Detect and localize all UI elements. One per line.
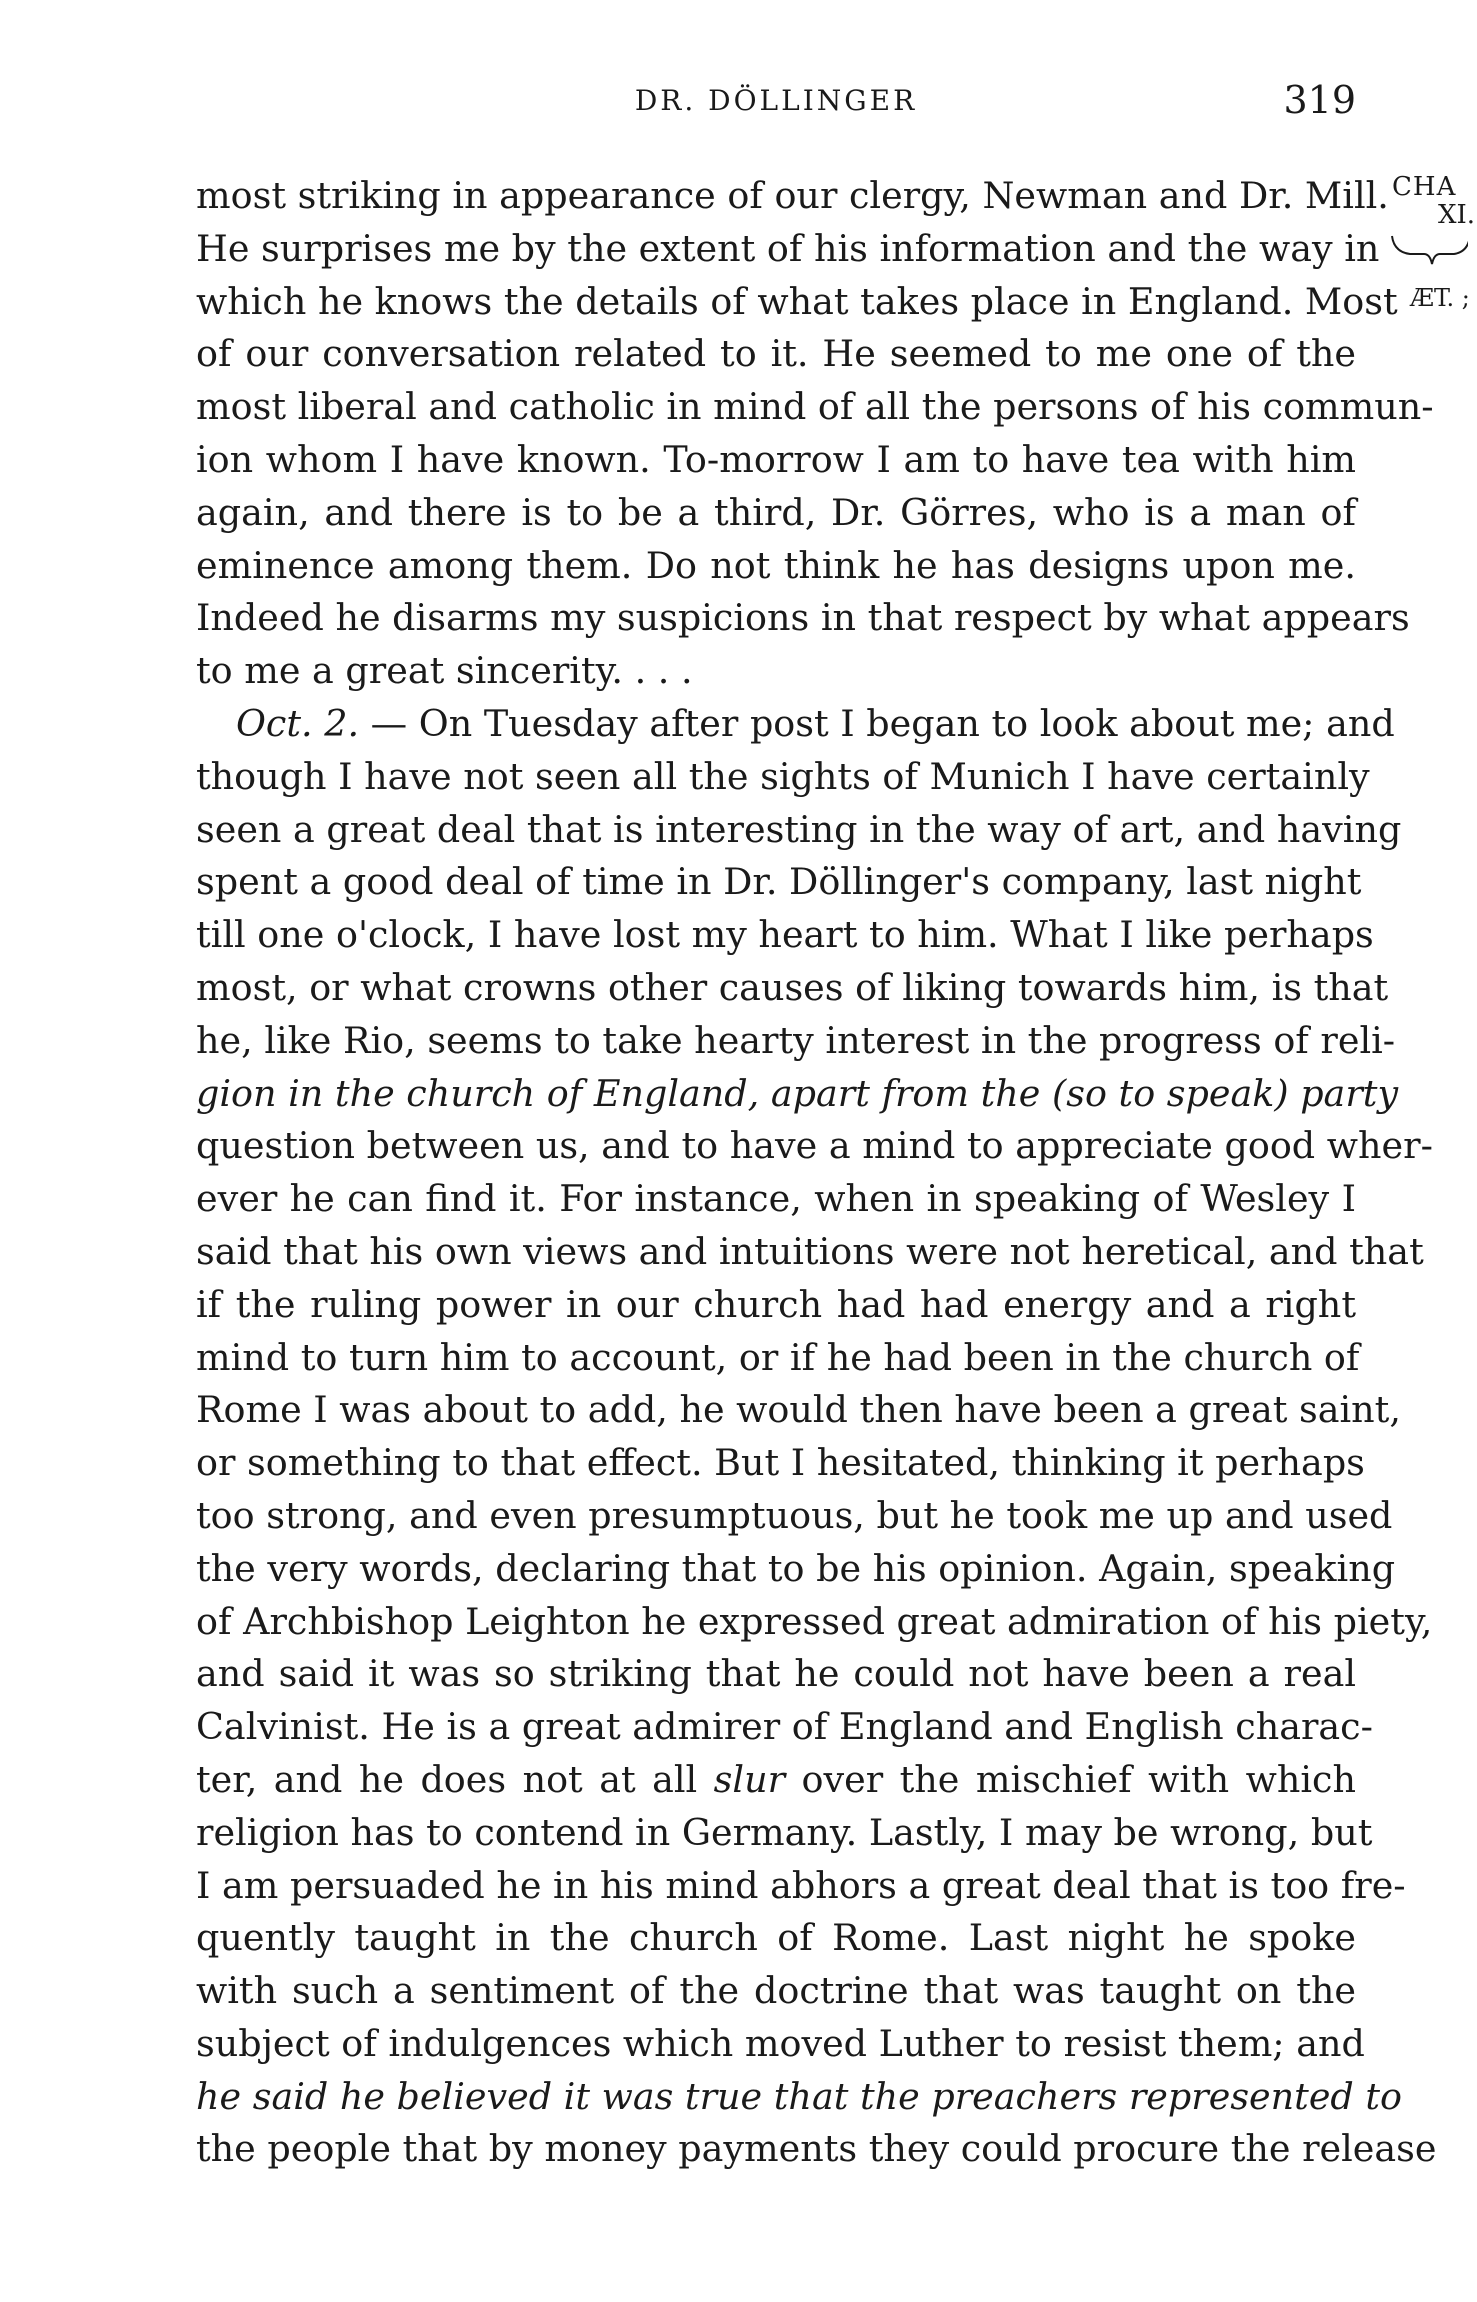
text-segment: too strong, and even presumptuous, but he took me up and used xyxy=(196,1493,1393,1537)
italic-text: he said he believed it was true that the preachers represented to xyxy=(196,2074,1403,2118)
text-segment: ter, and he does not at all xyxy=(196,1757,714,1801)
italic-text: slur xyxy=(713,1757,786,1801)
text-line xyxy=(196,1807,1373,1860)
text-segment: with such a sentiment of the doctrine that was taught on the xyxy=(196,1969,1356,2013)
text-segment: seen a great deal that is interesting in the way of art, and having xyxy=(196,807,1402,851)
text-segment: the very words, declaring that to be his opinion. Again, speaking xyxy=(196,1546,1396,1590)
text-line xyxy=(196,434,1356,487)
text-segment: to me a great sincerity. . . . xyxy=(196,649,693,693)
sidenote-chapter: CHA xyxy=(1392,172,1457,202)
text-segment: eminence among them. Do not think he has designs upon me. xyxy=(196,543,1356,587)
text-segment: spent a good deal of time in Dr. Döllinger's company, last night xyxy=(196,860,1362,904)
text-line xyxy=(196,540,1356,593)
text-line xyxy=(196,2123,1437,2176)
text-segment: till one o'clock, I have lost my heart to him. What I like perhaps xyxy=(196,913,1374,957)
text-segment: again, and there is to be a third, Dr. Görres, who is a man of xyxy=(196,490,1356,534)
text-line xyxy=(196,751,1370,804)
text-line xyxy=(196,487,1356,540)
text-line xyxy=(196,962,1389,1015)
text-line xyxy=(196,1173,1356,1226)
text-segment: — On Tuesday after post I began to look about me; and xyxy=(359,701,1395,745)
text-line xyxy=(196,1543,1396,1596)
text-segment: ion whom I have known. To-morrow I am to have tea with him xyxy=(196,437,1356,481)
text-line xyxy=(196,1332,1360,1385)
text-line xyxy=(196,381,1434,434)
text-line xyxy=(196,2071,1403,2124)
text-segment: most, or what crowns other causes of liking towards him, is that xyxy=(196,965,1389,1009)
text-line xyxy=(196,1860,1406,1913)
text-line xyxy=(196,804,1402,857)
text-line xyxy=(196,276,1398,329)
text-segment: question between us, and to have a mind to appreciate good wher- xyxy=(196,1124,1433,1168)
text-line xyxy=(196,1279,1356,1332)
text-line xyxy=(196,1226,1424,1279)
text-segment: said that his own views and intuitions were not heretical, and that xyxy=(196,1229,1424,1273)
text-line xyxy=(196,1912,1356,1965)
page-number: 319 xyxy=(1283,78,1356,122)
text-segment: He surprises me by the extent of his information and the way in xyxy=(196,226,1380,270)
text-segment: mind to turn him to account, or if he had been in the church of xyxy=(196,1335,1360,1379)
italic-text: Oct. 2. xyxy=(236,701,360,745)
running-header xyxy=(196,78,1356,128)
text-line xyxy=(196,856,1362,909)
text-segment: most striking in appearance of our clergy, Newman and Dr. Mill. xyxy=(196,174,1389,217)
text-line xyxy=(196,1068,1399,1121)
text-line xyxy=(196,328,1356,381)
text-segment: Indeed he disarms my suspicions in that respect by what appears xyxy=(196,596,1410,640)
text-line xyxy=(196,223,1380,276)
text-segment: ever he can find it. For instance, when in speaking of Wesley I xyxy=(196,1177,1356,1221)
text-line xyxy=(196,1648,1356,1701)
text-line xyxy=(196,1596,1433,1649)
text-segment: quently taught in the church of Rome. Last night he spoke xyxy=(196,1916,1356,1960)
text-line xyxy=(196,645,1356,698)
running-title: DR. DÖLLINGER xyxy=(634,84,918,117)
text-line xyxy=(196,1754,1356,1807)
text-line xyxy=(196,1965,1356,2018)
text-segment: and said it was so striking that he could not have been a real xyxy=(196,1652,1356,1696)
text-segment: though I have not seen all the sights of Munich I have certainly xyxy=(196,754,1370,798)
text-line xyxy=(196,1701,1373,1754)
body-text xyxy=(196,170,1437,2176)
text-segment: if the ruling power in our church had had energy and a right xyxy=(196,1282,1356,1326)
text-segment: subject of indulgences which moved Luther to resist them; and xyxy=(196,2021,1365,2065)
sidenote-age: ÆT. ; xyxy=(1410,284,1470,312)
text-line xyxy=(196,1490,1393,1543)
text-line xyxy=(196,698,1395,751)
text-line xyxy=(196,1015,1396,1068)
text-line xyxy=(196,592,1410,645)
text-segment: the people that by money payments they could procure the release xyxy=(196,2127,1437,2171)
text-line xyxy=(196,1120,1433,1173)
brace-icon xyxy=(1388,234,1468,274)
text-segment: I am persuaded he in his mind abhors a great deal that is too fre- xyxy=(196,1863,1406,1907)
text-line xyxy=(196,2018,1365,2071)
text-line xyxy=(196,1437,1365,1490)
text-segment: or something to that effect. But I hesitated, thinking it perhaps xyxy=(196,1441,1365,1485)
sidenote-chapter-number: XI. xyxy=(1438,200,1476,230)
text-segment: Rome I was about to add, he would then have been a great saint, xyxy=(196,1388,1401,1432)
text-segment: of our conversation related to it. He seemed to me one of the xyxy=(196,332,1356,376)
text-segment: he, like Rio, seems to take hearty interest in the progress of reli- xyxy=(196,1018,1396,1062)
text-segment: of Archbishop Leighton he expressed great admiration of his piety, xyxy=(196,1599,1433,1643)
text-line xyxy=(196,170,1389,223)
text-segment: over the mischief with which xyxy=(785,1757,1357,1801)
chapter-sidenote xyxy=(1388,172,1477,312)
text-segment: most liberal and catholic in mind of all the persons of his commun- xyxy=(196,385,1434,429)
text-segment: religion has to contend in Germany. Lastly, I may be wrong, but xyxy=(196,1810,1373,1854)
text-line xyxy=(196,909,1374,962)
text-line xyxy=(196,1384,1401,1437)
text-segment: which he knows the details of what takes place in England. Most xyxy=(196,279,1398,323)
italic-text: gion in the church of England, apart from the (so to speak) party xyxy=(196,1071,1399,1115)
text-segment: Calvinist. He is a great admirer of England and English charac- xyxy=(196,1705,1373,1749)
